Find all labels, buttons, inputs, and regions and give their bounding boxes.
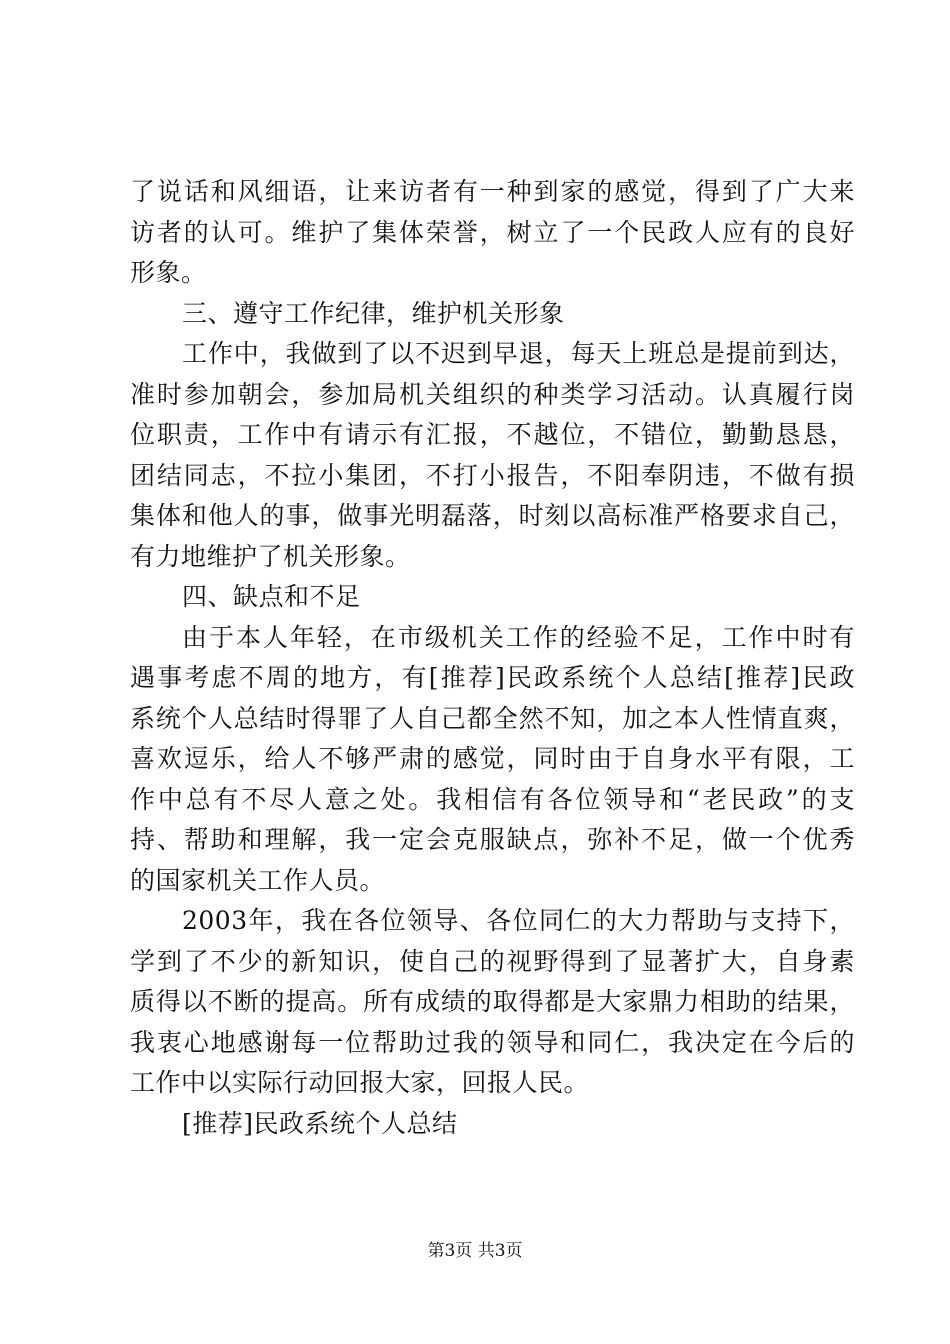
paragraph-line: 持、帮助和理解，我一定会克服缺点，弥补不足，做一个优秀 xyxy=(130,825,855,854)
paragraph-line: 学到了不少的新知识，使自己的视野得到了显著扩大，自身素 xyxy=(130,946,855,976)
paragraph-line: 由于本人年轻，在市级机关工作的经验不足，工作中时有 xyxy=(182,622,855,652)
page-number-footer: 第3页 共3页 xyxy=(427,1241,523,1261)
paragraph-line: 2003年，我在各位领导、各位同仁的大力帮助与支持下， xyxy=(182,906,855,935)
paragraph-line: 形象。 xyxy=(130,258,207,287)
paragraph-line: 访者的认可。维护了集体荣誉，树立了一个民政人应有的良好 xyxy=(130,217,855,247)
paragraph-line: 质得以不断的提高。所有成绩的取得都是大家鼎力相助的结果， xyxy=(130,987,855,1016)
paragraph-line: 工作中，我做到了以不迟到早退，每天上班总是提前到达， xyxy=(182,339,855,368)
closing-title: [推荐]民政系统个人总结 xyxy=(182,1108,458,1138)
paragraph-line: 系统个人总结时得罪了人自己都全然不知，加之本人性情直爽， xyxy=(130,703,855,733)
paragraph-line: 作中总有不尽人意之处。我相信有各位领导和“老民政”的支 xyxy=(130,784,855,814)
document-body xyxy=(130,172,855,1144)
paragraph-line: 有力地维护了机关形象。 xyxy=(130,541,411,571)
paragraph-line: 位职责，工作中有请示有汇报，不越位，不错位，勤勤恳恳， xyxy=(130,420,855,449)
section-heading: 四、缺点和不足 xyxy=(182,582,361,611)
paragraph-line: 准时参加朝会，参加局机关组织的种类学习活动。认真履行岗 xyxy=(130,379,855,409)
paragraph-line: 遇事考虑不周的地方，有[推荐]民政系统个人总结[推荐]民政 xyxy=(130,663,855,692)
paragraph-line: 集体和他人的事，做事光明磊落，时刻以高标准严格要求自己， xyxy=(130,501,855,530)
paragraph-line: 了说话和风细语，让来访者有一种到家的感觉，得到了广大来 xyxy=(130,177,855,206)
paragraph-line: 工作中以实际行动回报大家，回报人民。 xyxy=(130,1068,590,1097)
paragraph-line: 喜欢逗乐，给人不够严肃的感觉，同时由于自身水平有限，工 xyxy=(130,744,855,773)
paragraph-line: 团结同志，不拉小集团，不打小报告，不阳奉阴违，不做有损 xyxy=(130,460,855,490)
paragraph-line: 的国家机关工作人员。 xyxy=(130,865,386,895)
paragraph-line: 我衷心地感谢每一位帮助过我的领导和同仁，我决定在今后的 xyxy=(130,1027,855,1057)
section-heading: 三、遵守工作纪律，维护机关形象 xyxy=(182,298,565,328)
